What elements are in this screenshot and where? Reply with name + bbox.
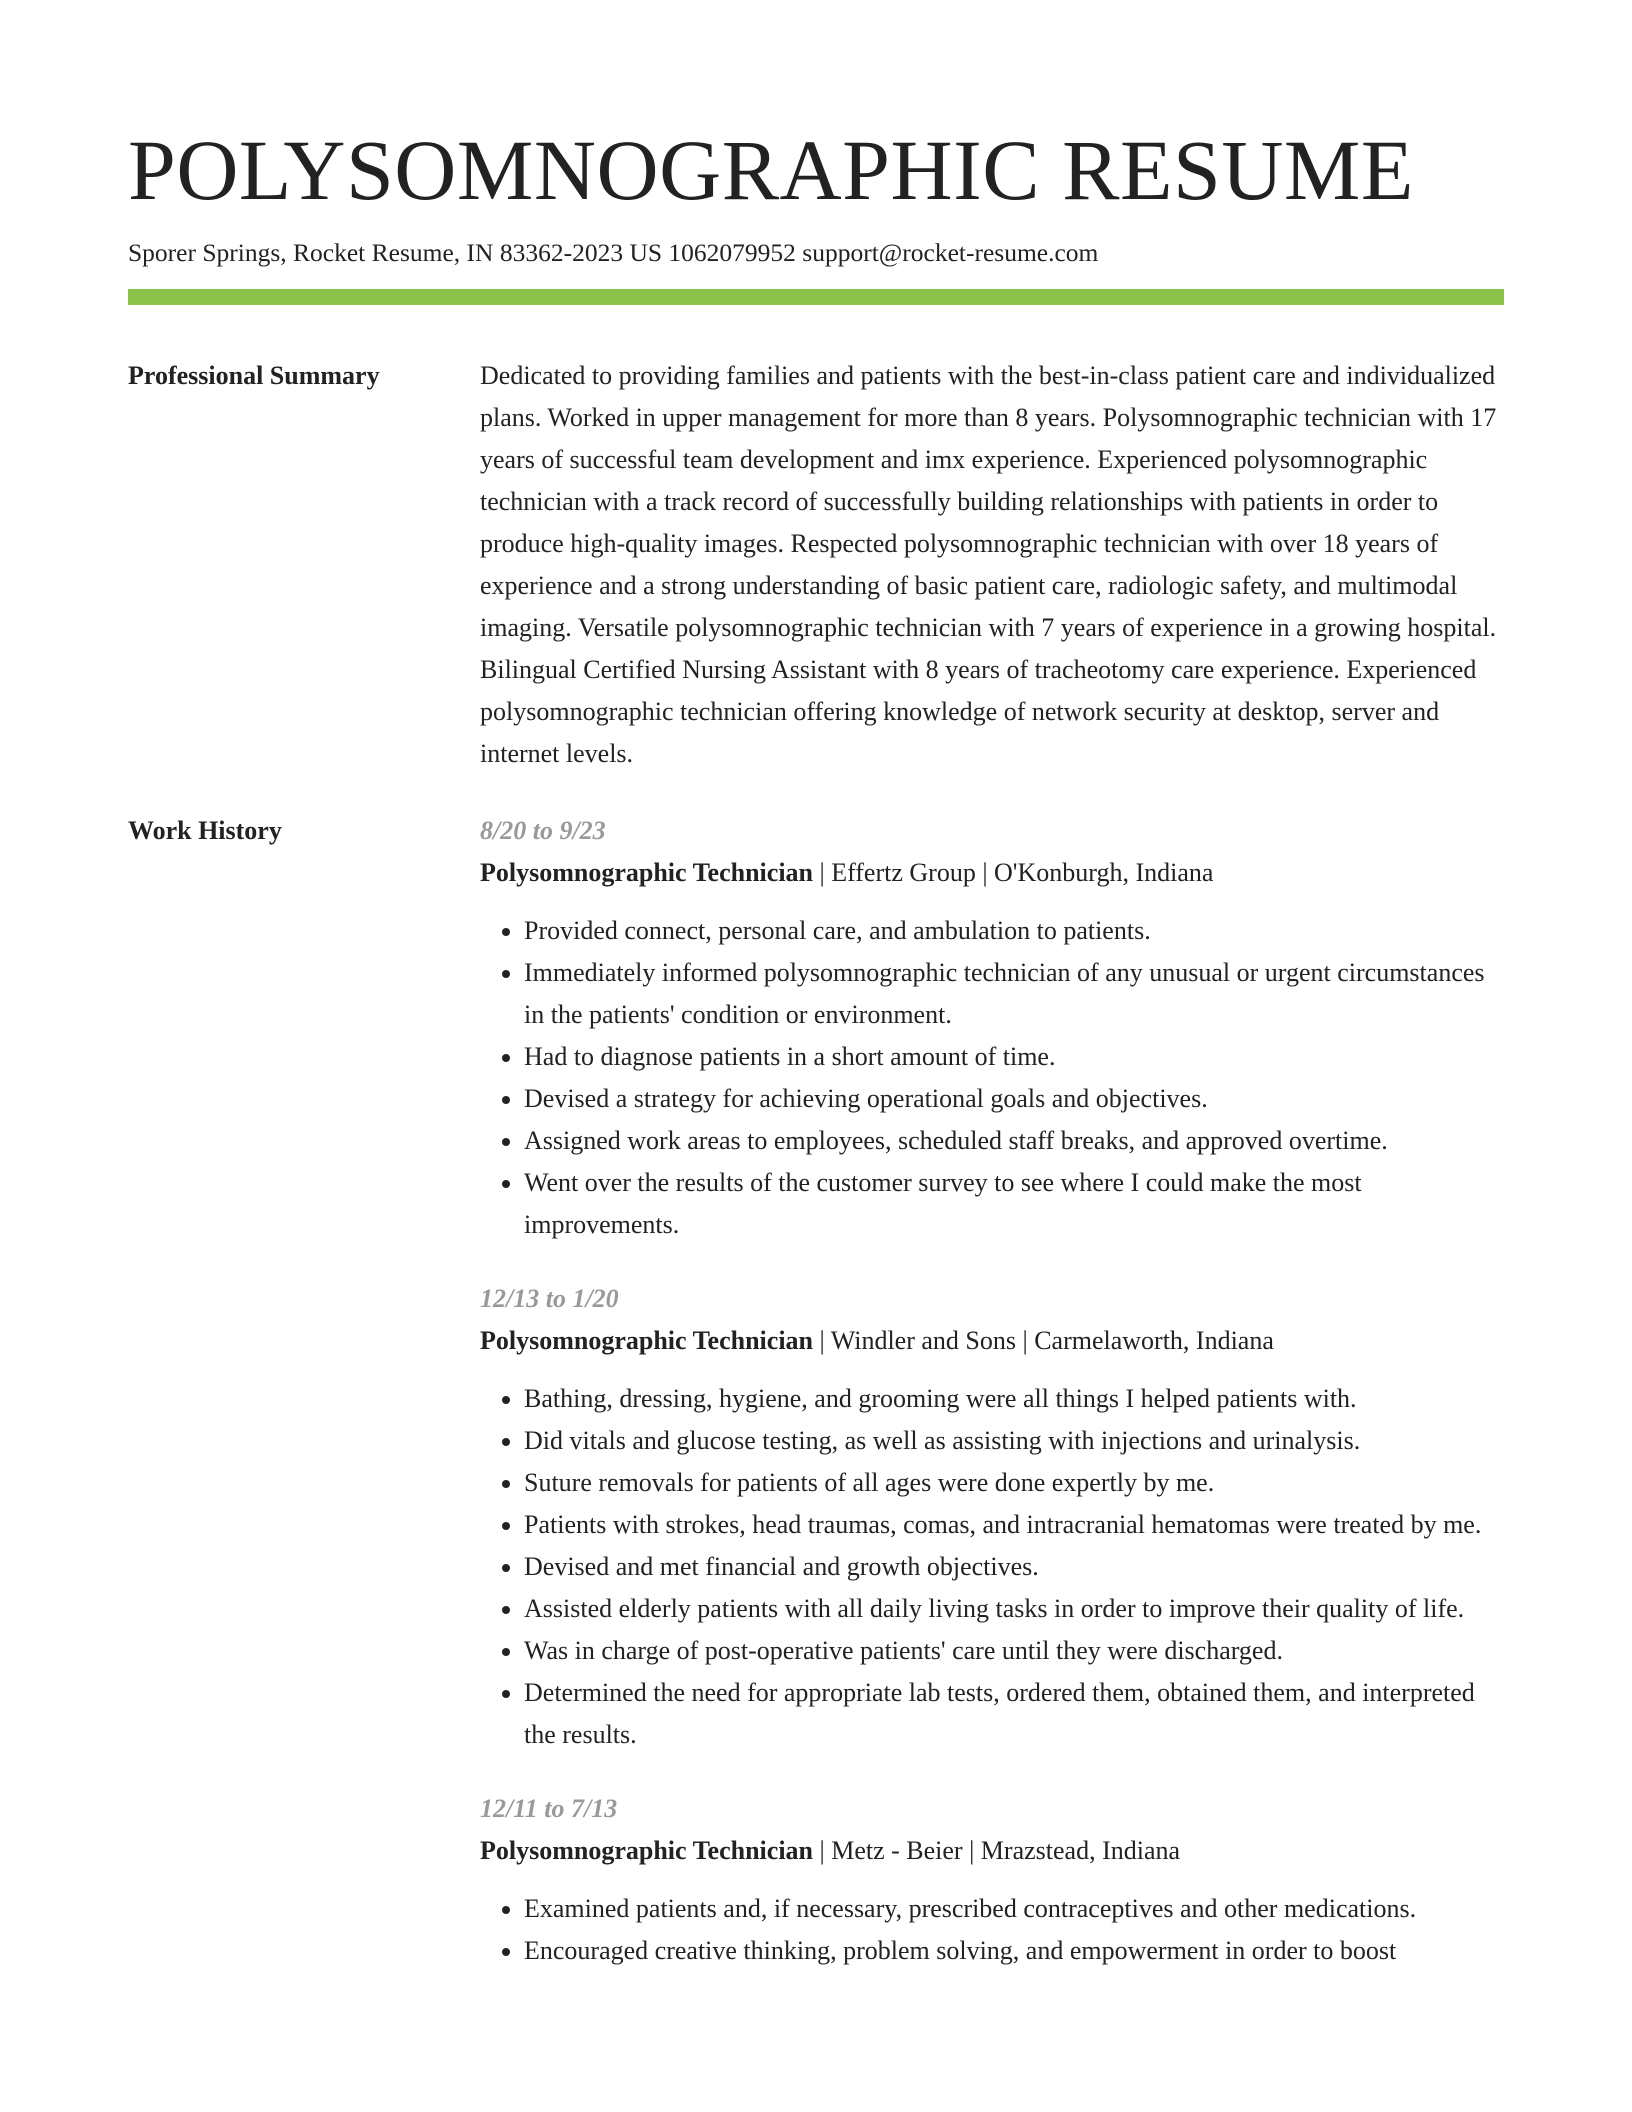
job-details: | Metz - Beier | Mrazstead, Indiana (813, 1836, 1181, 1865)
job-bullet: • Examined patients and, if necessary, prescribed contraceptives and other medications. (524, 1888, 1504, 1930)
job-entry (480, 1278, 1504, 1756)
job-bullet: • Assisted elderly patients with all daily living tasks in order to improve their quality of life. (524, 1588, 1504, 1630)
job-title: Polysomnographic Technician (480, 858, 813, 887)
job-dates: 8/20 to 9/23 (480, 816, 606, 845)
job-bullet: • Went over the results of the customer survey to see where I could make the most improvements. (524, 1162, 1504, 1246)
job-entry (480, 810, 1504, 1246)
job-details: | Windler and Sons | Carmelaworth, Indiana (813, 1326, 1274, 1355)
professional-summary-section (128, 355, 1504, 775)
resume-page (128, 0, 1504, 1972)
job-bullet-list (480, 910, 1504, 1246)
section-heading-professional-summary: Professional Summary (128, 361, 380, 390)
job-title: Polysomnographic Technician (480, 1836, 813, 1865)
job-bullet: • Determined the need for appropriate lab tests, ordered them, obtained them, and interpreted the results. (524, 1672, 1504, 1756)
job-bullet: • Immediately informed polysomnographic technician of any unusual or urgent circumstances in the patients' condition or environment. (524, 952, 1504, 1036)
job-bullet: • Devised and met financial and growth objectives. (524, 1546, 1504, 1588)
job-bullet: • Provided connect, personal care, and ambulation to patients. (524, 910, 1504, 952)
job-details: | Effertz Group | O'Konburgh, Indiana (813, 858, 1214, 887)
section-heading-work-history: Work History (128, 816, 282, 845)
job-bullet-list (480, 1888, 1504, 1972)
job-heading (480, 1320, 1504, 1362)
job-bullet: • Had to diagnose patients in a short amount of time. (524, 1036, 1504, 1078)
job-bullet: • Patients with strokes, head traumas, comas, and intracranial hematomas were treated by me. (524, 1504, 1504, 1546)
job-bullet: • Encouraged creative thinking, problem solving, and empowerment in order to boost (524, 1930, 1504, 1972)
work-history-list (480, 810, 1504, 1972)
job-dates: 12/13 to 1/20 (480, 1284, 619, 1313)
summary-text: Dedicated to providing families and patients with the best-in-class patient care and individualized plans. Worked in upper management for more than 8 years. Polysomnographic technician with 17 years of successful team development and imx experience. Experienced polysomnographic technician with a track record of successfully building relationships with patients in order to produce high-quality images. Respected polysomnographic technician with over 18 years of experience and a strong understanding of basic patient care, radiologic safety, and multimodal imaging. Versatile polysomnographic technician with 7 years of experience in a growing hospital. Bilingual Certified Nursing Assistant with 8 years of tracheotomy care experience. Experienced polysomnographic technician offering knowledge of network security at desktop, server and internet levels. (480, 361, 1497, 768)
job-bullet: • Assigned work areas to employees, scheduled staff breaks, and approved overtime. (524, 1120, 1504, 1162)
contact-info: Sporer Springs, Rocket Resume, IN 83362-2023 US 1062079952 support@rocket-resume.com (128, 238, 1099, 267)
job-bullet: • Did vitals and glucose testing, as well as assisting with injections and urinalysis. (524, 1420, 1504, 1462)
header-divider (128, 289, 1504, 305)
job-entry (480, 1788, 1504, 1972)
job-bullet: • Devised a strategy for achieving operational goals and objectives. (524, 1078, 1504, 1120)
job-heading (480, 852, 1504, 894)
job-title: Polysomnographic Technician (480, 1326, 813, 1355)
work-history-section (128, 810, 1504, 1972)
job-bullet: • Suture removals for patients of all ages were done expertly by me. (524, 1462, 1504, 1504)
job-heading (480, 1830, 1504, 1872)
resume-title: POLYSOMNOGRAPHIC RESUME (128, 122, 1414, 218)
job-dates: 12/11 to 7/13 (480, 1794, 618, 1823)
job-bullet: • Was in charge of post-operative patients' care until they were discharged. (524, 1630, 1504, 1672)
job-bullet-list (480, 1378, 1504, 1756)
job-bullet: • Bathing, dressing, hygiene, and grooming were all things I helped patients with. (524, 1378, 1504, 1420)
